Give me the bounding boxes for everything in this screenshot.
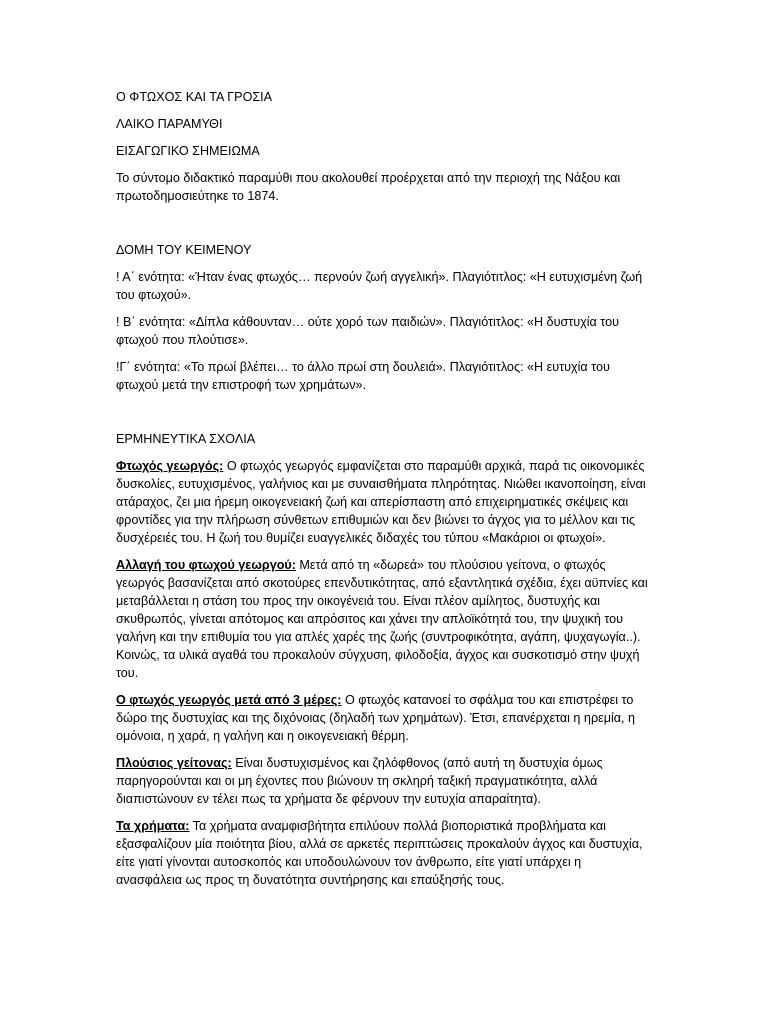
note-text: Ο φτωχός κατανοεί το σφάλμα του και επιστρέφει το δώρο της δυστυχίας και της διχόνοιας (δηλαδή των χρημάτων). Έτσι, επανέρχεται η ηρεμία, η ομόνοια, η χαρά, η γαλήνη και η οικογενειακή θέρμη. — [116, 693, 636, 743]
note-text: Τα χρήματα αναμφισβήτητα επιλύουν πολλά βιοποριστικά προβλήματα και εξασφαλίζουν μία ποιότητα βίου, αλλά σε αρκετές περιπτώσεις προκαλούν άγχος και δυστυχία, είτε γιατί γίνονται αυτοσκοπός και υποδουλώνουν τον άνθρωπο, είτε γιατί υπάρχει η ανασφάλεια ως προς τη δυνατότητα συντήρησης και επαύξησής τους. — [116, 819, 643, 887]
document-title: Ο ΦΤΩΧΟΣ ΚΑΙ ΤΑ ΓΡΟΣΙΑ — [116, 90, 273, 104]
intro-paragraph: Το σύντομο διδακτικό παραμύθι που ακολουθεί προέρχεται από την περιοχή της Νάξου και πρωτοδημοσιεύτηκε το 1874. — [116, 171, 621, 203]
note-term: Αλλαγή του φτωχού γεωργού: — [116, 558, 296, 572]
intro-heading: ΕΙΣΑΓΩΓΙΚΟ ΣΗΜΕΙΩΜΑ — [116, 144, 260, 158]
document-subtitle: ΛΑΙΚΟ ΠΑΡΑΜΥΘΙ — [116, 117, 223, 131]
note-term: Πλούσιος γείτονας: — [116, 756, 232, 770]
note-paragraph — [116, 556, 650, 682]
note-term: Φτωχός γεωργός: — [116, 459, 224, 473]
note-paragraph — [116, 754, 650, 808]
structure-item-b: ! Β΄ ενότητα: «Δίπλα κάθουνταν… ούτε χορό των παιδιών». Πλαγιότιτλος: «Η δυστυχία του φτωχού που πλούτισε». — [116, 315, 619, 347]
structure-item-a: ! Α΄ ενότητα: «Ήταν ένας φτωχός… περνούν ζωή αγγελική». Πλαγιότιτλος: «Η ευτυχισμένη ζωή του φτωχού». — [116, 270, 643, 302]
note-term: Ο φτωχός γεωργός μετά από 3 μέρες: — [116, 693, 342, 707]
note-text: Είναι δυστυχισμένος και ζηλόφθονος (από αυτή τη δυστυχία όμως παρηγορούνται και οι μη έχοντες που βιώνουν τη σκληρή ταξική πραγματικότητα, αλλά διαπιστώνουν εν τέλει πως τα χρήματα δε φέρνουν την ευτυχία απαραίτητα). — [116, 756, 603, 806]
note-term: Τα χρήματα: — [116, 819, 190, 833]
structure-item-c: !Γ΄ ενότητα: «Το πρωί βλέπει… το άλλο πρωί στη δουλειά». Πλαγιότιτλος: «Η ευτυχία του φτωχού μετά την επιστροφή των χρημάτων». — [116, 360, 610, 392]
note-paragraph — [116, 691, 650, 745]
note-text: Ο φτωχός γεωργός εμφανίζεται στο παραμύθι αρχικά, παρά τις οικονομικές δυσκολίες, ευτυχισμένος, γαλήνιος και με συναισθήματα πληρότητας. Νιώθει ικανοποίηση, είναι ατάραχος, ζει μια ήρεμη οικογενειακή ζωή και απερίσπαστη από επιχειρηματικές σκέψεις και φροντίδες για την πλήρωση σύνθετων επιθυμιών και δεν βιώνει το άγχος για το μέλλον και τις δυσχέρειές του. Η ζωή του θυμίζει ευαγγελικές διδαχές του τύπου «Μακάριοι οι φτωχοί». — [116, 459, 646, 545]
note-text: Μετά από τη «δωρεά» του πλούσιου γείτονα, ο φτωχός γεωργός βασανίζεται από σκοτούρες επενδυτικότητας, από εξαντλητικά σχέδια, έχει αϋπνίες και μεταβάλλεται η στάση του προς την οικογένειά του. Είναι πλέον αμίλητος, δυστυχής και σκυθρωπός, γίνεται απότομος και απρόσιτος και χάνει την απλοϊκότητά του, την ψυχική του γαλήνη και την επιθυμία του για απλές χαρές της ζωής (συντροφικότητα, αγάπη, ψυχαγωγία..). Κοινώς, τα υλικά αγαθά του προκαλούν σύγχυση, φιλοδοξία, άγχος και συσκοτισμό στην ψυχή του. — [116, 558, 648, 680]
notes-heading: ΕΡΜΗΝΕΥΤΙΚΑ ΣΧΟΛΙΑ — [116, 432, 256, 446]
note-paragraph — [116, 457, 650, 547]
structure-heading: ΔΟΜΗ ΤΟΥ ΚΕΙΜΕΝΟΥ — [116, 243, 252, 257]
note-paragraph — [116, 817, 650, 889]
